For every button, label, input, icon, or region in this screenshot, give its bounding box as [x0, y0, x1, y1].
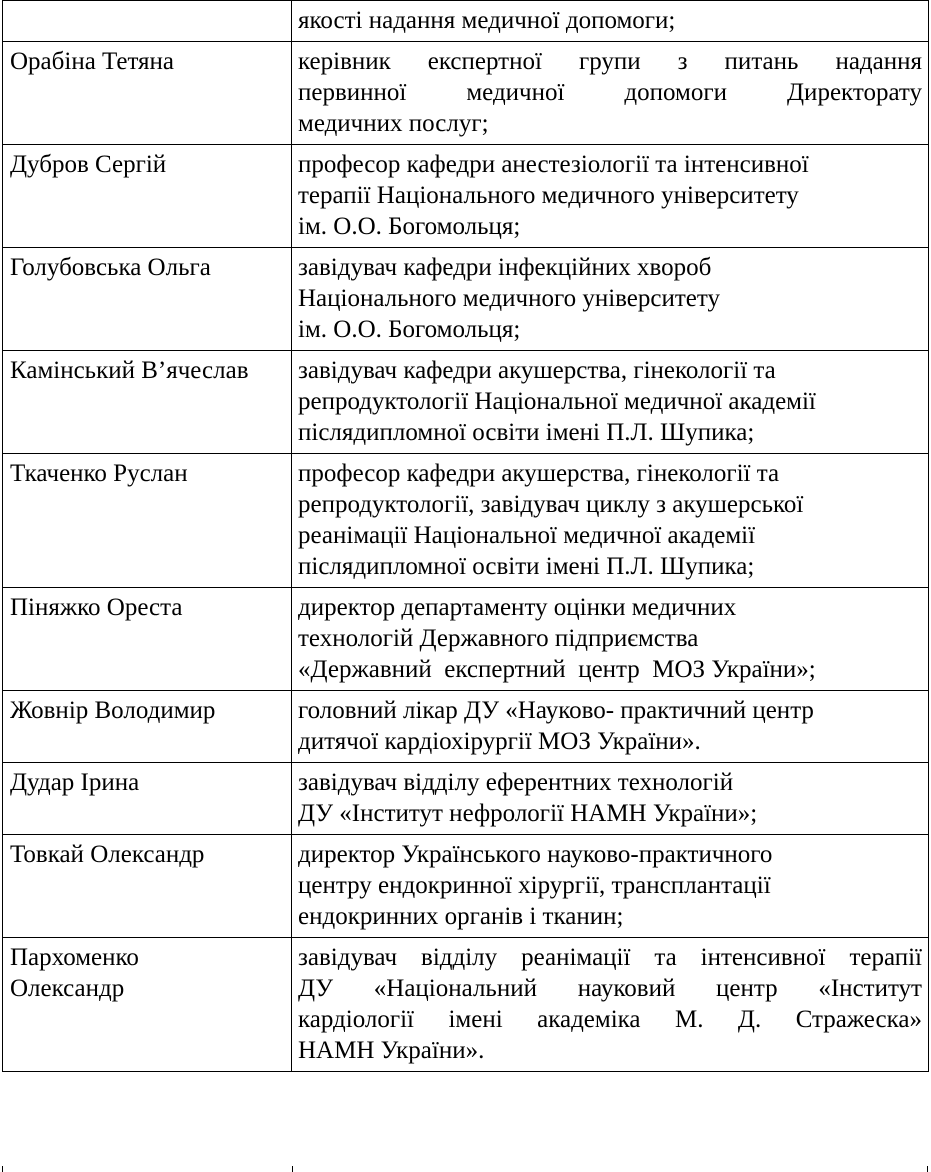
next-row-edge	[2, 1166, 928, 1172]
member-position-line: дитячої кардіохірургії МОЗ України».	[298, 728, 701, 755]
member-position-line: директор департаменту оцінки медичних	[298, 594, 737, 621]
member-name-cell	[3, 763, 292, 835]
member-name-cell	[3, 351, 292, 454]
member-name-cell	[3, 42, 292, 145]
member-name-line: Пархоменко	[10, 944, 139, 971]
member-position-line: ендокринних органів і тканин;	[298, 903, 624, 930]
member-position-line: кардіології імені академіка М. Д. Стражеска»	[298, 1006, 922, 1033]
member-position-line: первинної медичної допомоги Директорату	[298, 79, 922, 106]
member-position-line: «Державний експертний центр МОЗ України»;	[298, 656, 816, 683]
table-row	[3, 454, 929, 588]
table-row	[3, 42, 929, 145]
member-position-line: репродуктології Національної медичної академії	[298, 388, 816, 415]
member-position-cell	[292, 691, 929, 763]
member-position-line: керівник експертної групи з питань надання	[298, 48, 922, 75]
member-position-line: професор кафедри акушерства, гінекології та	[298, 460, 780, 487]
member-position-line: головний лікар ДУ «Науково- практичний центр	[298, 697, 814, 724]
member-name-cell	[3, 588, 292, 691]
member-position-line: завідувач відділу реанімації та інтенсивної терапії	[298, 944, 922, 971]
member-name-line: Дудар Ірина	[10, 769, 140, 796]
table-row	[3, 835, 929, 938]
table-row	[3, 691, 929, 763]
member-position-line: технологій Державного підприємства	[298, 625, 699, 652]
member-name-line: Камінський В’ячеслав	[10, 357, 249, 384]
member-position-line: післядипломної освіти імені П.Л. Шупика;	[298, 419, 755, 446]
member-position-line: ДУ «Інститут нефрології НАМН України»;	[298, 800, 758, 827]
member-position-line: Національного медичного університету	[298, 285, 720, 312]
member-name-cell	[3, 835, 292, 938]
table-row	[3, 763, 929, 835]
table-row	[3, 938, 929, 1072]
member-position-cell	[292, 351, 929, 454]
member-name-line: Голубовська Ольга	[10, 254, 211, 281]
member-name-cell	[3, 938, 292, 1072]
members-table	[2, 0, 929, 1072]
member-name-line: Орабіна Тетяна	[10, 48, 175, 75]
member-position-line: реанімації Національної медичної академії	[298, 522, 756, 549]
member-name-cell	[3, 145, 292, 248]
member-position-cell	[292, 248, 929, 351]
member-position-line: репродуктології, завідувач циклу з акушерської	[298, 491, 804, 518]
member-name-line: Товкай Олександр	[10, 841, 205, 868]
table-row	[3, 1, 929, 42]
member-position-line: завідувач кафедри акушерства, гінекології та	[298, 357, 776, 384]
member-position-line: післядипломної освіти імені П.Л. Шупика;	[298, 553, 755, 580]
member-position-line: директор Українського науково-практичного	[298, 841, 773, 868]
table-row	[3, 248, 929, 351]
member-position-line: завідувач кафедри інфекційних хвороб	[298, 254, 712, 281]
table-row	[3, 588, 929, 691]
member-name-cell	[3, 454, 292, 588]
member-name-cell	[3, 1, 292, 42]
member-position-cell	[292, 763, 929, 835]
member-position-line: медичних послуг;	[298, 110, 489, 137]
member-position-line: ДУ «Національний науковий центр «Інститут	[298, 975, 922, 1002]
member-position-cell	[292, 145, 929, 248]
member-name-cell	[3, 248, 292, 351]
member-name-line: Дубров Сергій	[10, 151, 167, 178]
member-position-cell	[292, 454, 929, 588]
member-position-line: завідувач відділу еферентних технологій	[298, 769, 734, 796]
member-position-line: ім. О.О. Богомольця;	[298, 316, 521, 343]
member-position-line: центру ендокринної хірургії, трансплантації	[298, 872, 771, 899]
member-position-line: НАМН України».	[298, 1037, 485, 1064]
member-position-cell	[292, 938, 929, 1072]
member-position-cell	[292, 1, 929, 42]
member-position-cell	[292, 42, 929, 145]
member-name-line: Жовнір Володимир	[10, 697, 216, 724]
member-name-cell	[3, 691, 292, 763]
member-name-line: Ткаченко Руслан	[10, 460, 188, 487]
member-position-cell	[292, 588, 929, 691]
member-name-line: Піняжко Ореста	[10, 594, 183, 621]
member-position-cell	[292, 835, 929, 938]
member-position-line: професор кафедри анестезіології та інтенсивної	[298, 151, 809, 178]
table-row	[3, 145, 929, 248]
member-position-line: якості надання медичної допомоги;	[298, 7, 676, 34]
members-table-body	[3, 1, 929, 1072]
table-row	[3, 351, 929, 454]
member-position-line: терапії Національного медичного університету	[298, 182, 799, 209]
column-divider	[292, 1166, 293, 1172]
member-position-line: ім. О.О. Богомольця;	[298, 213, 521, 240]
member-name-line: Олександр	[10, 975, 125, 1002]
